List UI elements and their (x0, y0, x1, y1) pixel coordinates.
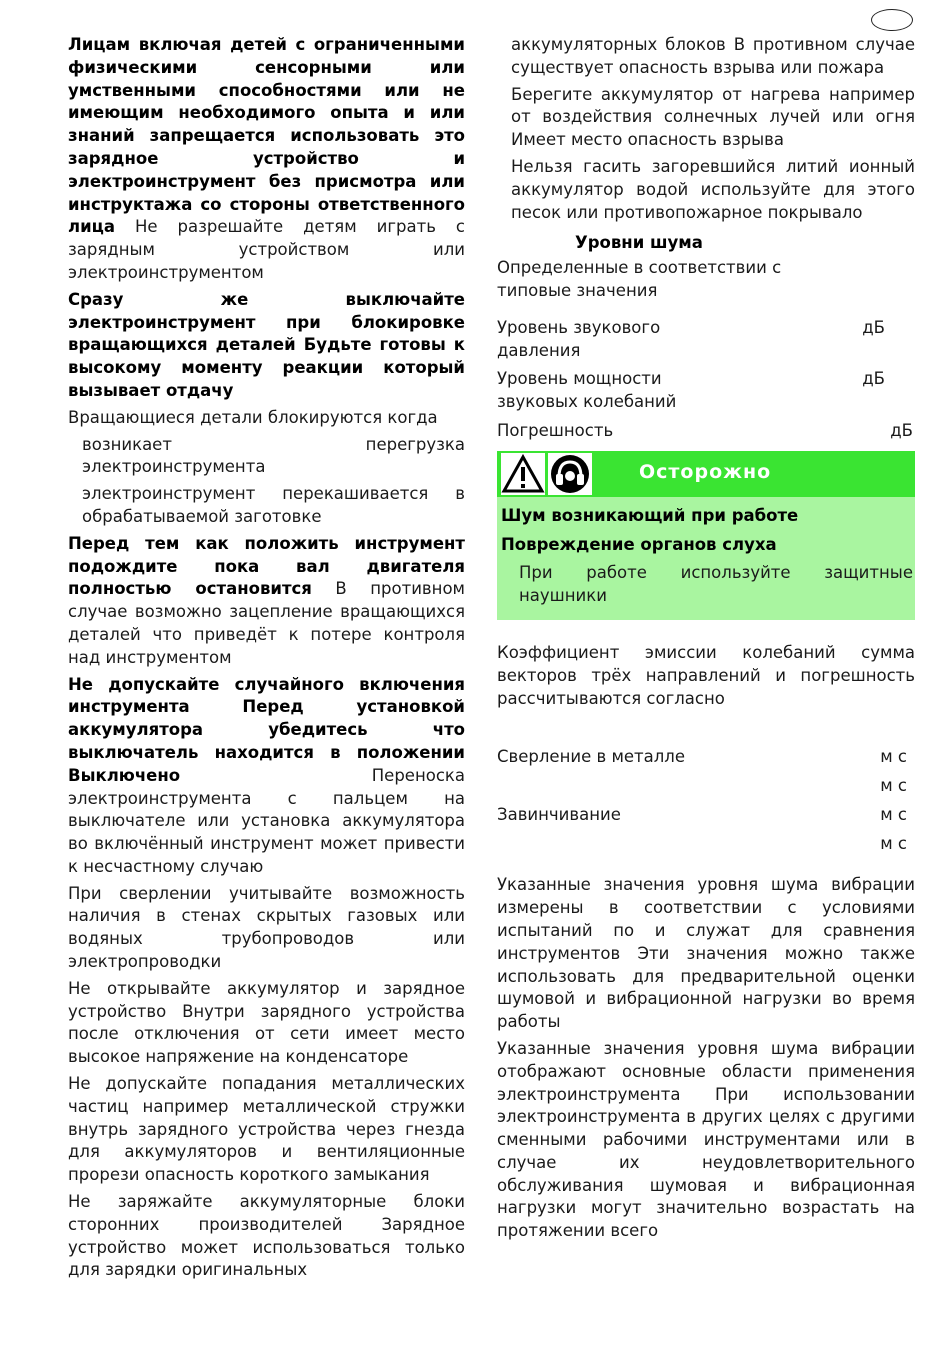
noise-row (497, 317, 915, 363)
paragraph-drilling: При сверлении учитывайте возможность наличия в стенах скрытых газовых или водяных трубопроводов или электропроводки (68, 883, 465, 972)
paragraph-accidental-start (68, 674, 465, 879)
warning-line: Шум возникающий при работе (501, 505, 799, 525)
text: Переноска электроинструмента с пальцем на выключателе или установка аккумулятора во включённый инструмент может привести к несчастному случаю (68, 765, 465, 876)
noise-intro: Определенные в соответствии с типовые значения (497, 258, 782, 300)
noise-heading: Уровни шума (575, 233, 703, 253)
text: Не разрешайте детям играть с зарядным устройством или электроинструментом (68, 217, 465, 282)
vibration-row (497, 775, 915, 804)
vibration-row (497, 746, 915, 775)
paragraph-heat: Берегите аккумулятор от нагрева например от воздействия солнечных лучей или огня Имеет место опасность взрыва (511, 84, 915, 150)
noise-unit: дБ (890, 420, 913, 440)
warning-triangle-icon (501, 453, 545, 495)
list-item-overload: возникает перегрузка электроинструмента (82, 434, 465, 477)
noise-unit: дБ (862, 369, 885, 389)
warning-body (497, 497, 915, 620)
vibration-unit: м с (880, 747, 907, 767)
vibration-row (497, 804, 915, 833)
noise-row (497, 368, 915, 414)
paragraph-metal-particles: Не допускайте попадания металлических частиц например металлической стружки внутрь зарядного устройства через гнезда для аккумуляторов и вентиляционные прорези опасность короткого замыкания (68, 1074, 465, 1185)
warning-header (497, 451, 915, 497)
noise-row (497, 420, 915, 443)
vibration-unit: м с (880, 805, 907, 825)
warning-line: Повреждение органов слуха (501, 534, 777, 554)
noise-label: Уровень звукового давления (497, 317, 661, 360)
noise-unit: дБ (862, 317, 885, 337)
text: В противном случае возможно зацепление вращающихся деталей что приведёт к потере контроля над инструментом (68, 579, 465, 667)
paragraph-wait-stop (68, 533, 465, 670)
vibration-row (497, 833, 915, 862)
language-badge (871, 9, 913, 31)
left-column (68, 34, 465, 1286)
noise-label: Погрешность (497, 420, 614, 440)
paragraph-fire-extinguish: Нельзя гасить загоревшийся литий ионный аккумулятор водой используйте для этого песок или противопожарное покрывало (511, 156, 915, 222)
bold-text: Перед тем как положить инструмент подождите пока вал двигателя полностью остановится (68, 533, 465, 599)
vibration-label: Сверление в металле (497, 747, 686, 767)
right-column (497, 34, 915, 1247)
warning-box (497, 451, 915, 620)
noise-label: Уровень мощности звуковых колебаний (497, 369, 677, 412)
list-item-skew: электроинструмент перекашивается в обрабатываемой заготовке (82, 484, 465, 526)
warning-text: При работе используйте защитные наушники (519, 563, 913, 606)
bold-text: Сразу же выключайте электроинструмент при блокировке вращающихся деталей Будьте готовы к высокому моменту реакции который вызывает отдачу (68, 289, 465, 400)
paragraph-blocking-cause: Вращающиеся детали блокируются когда (68, 407, 438, 427)
bold-text: Не допускайте случайного включения инструмента Перед установкой аккумулятора убедитесь что выключатель находится в положении Выключено (68, 674, 465, 785)
paragraph-battery-open: Не открывайте аккумулятор и зарядное устройство Внутри зарядного устройства после отключения от сети имеет место высокое напряжение на конденсаторе (68, 978, 465, 1067)
bold-text: Лицам включая детей с ограниченными физическими сенсорными или умственными способностями или не имеющим необходимого опыта и или знаний запрещается использовать это зарядное устройство и электроинструмент без присмотра или инструктажа со стороны ответственного лица (68, 35, 465, 237)
paragraph-blocking (68, 289, 465, 403)
paragraph-explosion-risk: аккумуляторных блоков В противном случае существует опасность взрыва или пожара (511, 35, 915, 77)
vibration-label: Завинчивание (497, 805, 621, 825)
warning-title: Осторожно (639, 460, 772, 483)
vibration-intro: Коэффициент эмиссии колебаний сумма векторов трёх направлений и погрешность рассчитываются согласно (497, 642, 915, 708)
paragraph-third-party-batteries: Не заряжайте аккумуляторные блоки сторонних производителей Зарядное устройство может использоваться только для зарядки оригинальных (68, 1192, 465, 1280)
paragraph-application-areas: Указанные значения уровня шума вибрации отображают основные области применения электроинструмента При использовании электроинструмента в других целях с другими сменными рабочими инструментами или в случае их неудовлетворительного обслуживания шумовая и вибрационная нагрузки могут значительно возрастать на протяжении всего (497, 1038, 915, 1241)
vibration-unit: м с (880, 776, 907, 796)
vibration-unit: м с (880, 834, 907, 854)
vibration-table (497, 746, 915, 862)
paragraph-measured-values: Указанные значения уровня шума вибрации измерены в соответствии с условиями испытаний по и служат для сравнения инструментов Эти значения можно также использовать для предварительной оценки шумовой и вибрационной нагрузки во время работы (497, 875, 915, 1032)
paragraph-children-warning (68, 34, 465, 285)
ear-protection-icon (548, 453, 592, 495)
